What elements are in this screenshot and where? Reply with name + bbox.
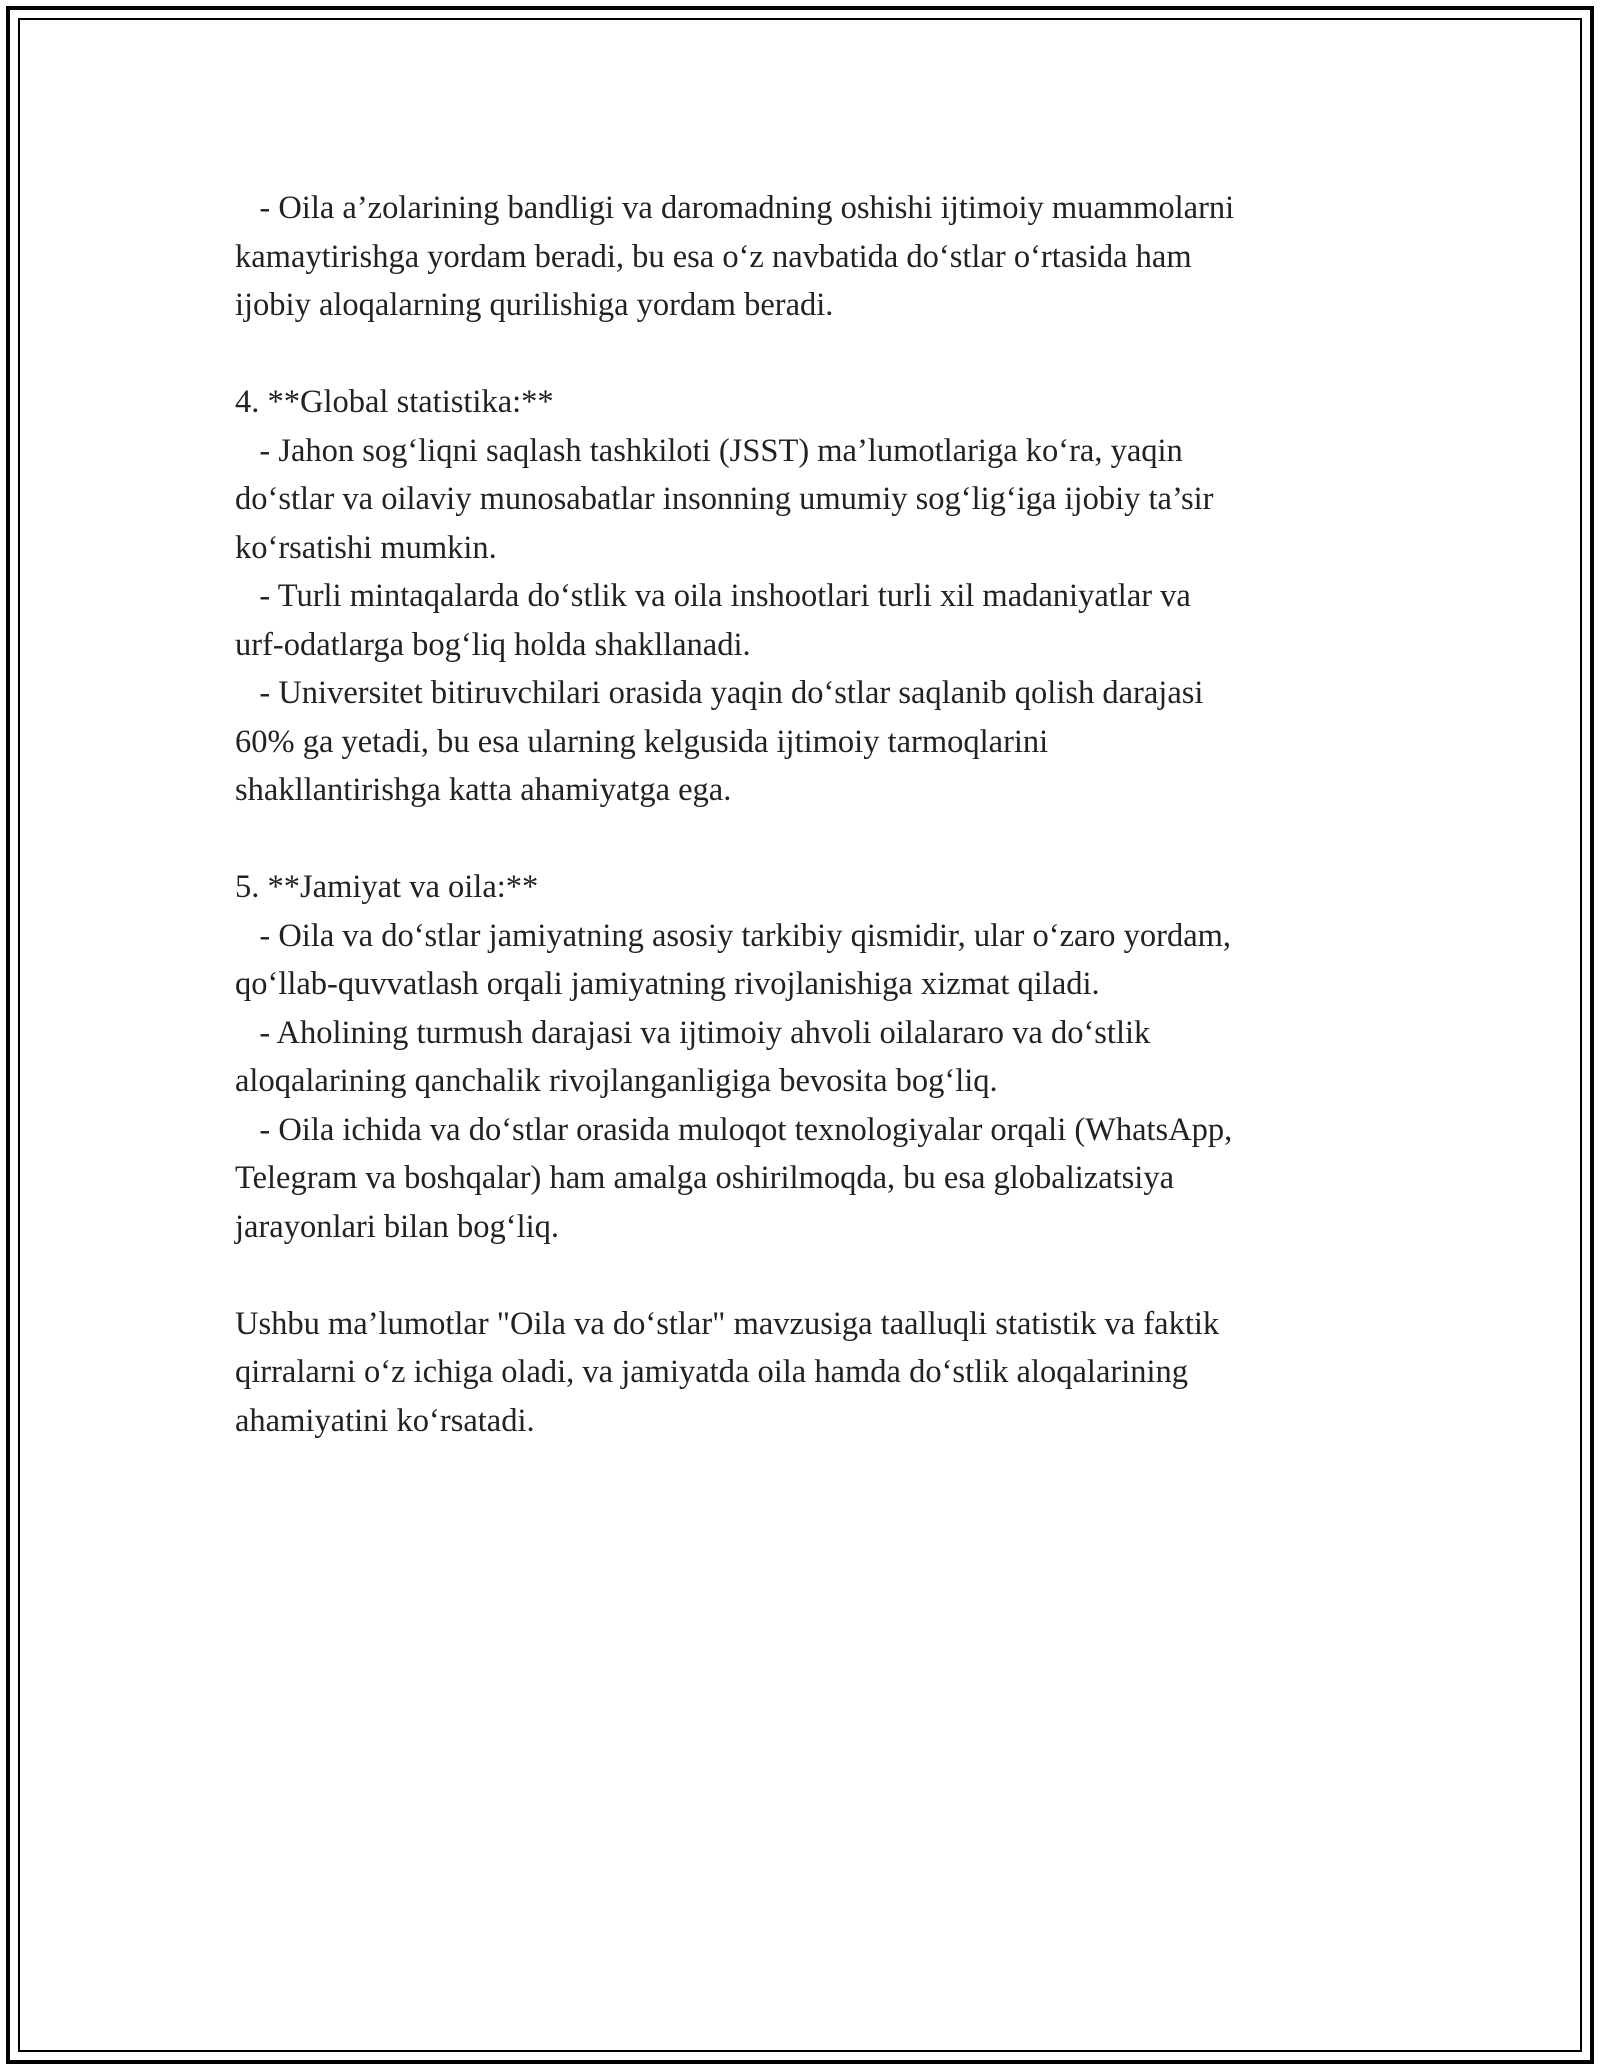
paragraph-spacer xyxy=(235,815,1385,864)
text-line: - Oila va do‘stlar jamiyatning asosiy tarkibiy qismidir, ular o‘zaro yordam, xyxy=(235,917,1232,954)
text-line: ahamiyatini ko‘rsatadi. xyxy=(235,1402,535,1439)
paragraph-conclusion xyxy=(235,1300,1385,1446)
paragraph-spacer xyxy=(235,1251,1385,1300)
paragraph-employment xyxy=(235,184,1385,330)
section-society-family xyxy=(235,863,1385,1251)
text-line: - Jahon sog‘liqni saqlash tashkiloti (JSST) ma’lumotlariga ko‘ra, yaqin xyxy=(235,432,1183,469)
section-heading: 4. **Global statistika:** xyxy=(235,384,554,420)
paragraph-spacer xyxy=(235,330,1385,379)
text-line: - Aholining turmush darajasi va ijtimoiy ahvoli oilalararo va do‘stlik xyxy=(235,1014,1151,1051)
text-line: - Oila ichida va do‘stlar orasida muloqot texnologiyalar orqali (WhatsApp, xyxy=(235,1111,1233,1148)
section-global-statistics xyxy=(235,378,1385,815)
text-line: kamaytirishga yordam beradi, bu esa o‘z navbatida do‘stlar o‘rtasida ham xyxy=(235,238,1192,275)
text-line: shakllantirishga katta ahamiyatga ega. xyxy=(235,772,732,808)
text-line: qirralarni o‘z ichiga oladi, va jamiyatda oila hamda do‘stlik aloqalarining xyxy=(235,1354,1189,1390)
text-line: - Universitet bitiruvchilari orasida yaqin do‘stlar saqlanib qolish darajasi xyxy=(235,675,1204,711)
text-line: - Turli mintaqalarda do‘stlik va oila inshootlari turli xil madaniyatlar va xyxy=(235,578,1191,614)
text-line: - Oila a’zolarining bandligi va daromadning oshishi ijtimoiy muammolarni xyxy=(235,190,1235,226)
text-line: Telegram va boshqalar) ham amalga oshirilmoqda, bu esa globalizatsiya xyxy=(235,1160,1175,1196)
section-heading: 5. **Jamiyat va oila:** xyxy=(235,869,539,905)
text-line: qo‘llab-quvvatlash orqali jamiyatning rivojlanishiga xizmat qiladi. xyxy=(235,966,1100,1002)
text-line: do‘stlar va oilaviy munosabatlar insonning umumiy sog‘lig‘iga ijobiy ta’sir xyxy=(235,481,1214,517)
text-line: 60% ga yetadi, bu esa ularning kelgusida ijtimoiy tarmoqlarini xyxy=(235,723,1049,760)
text-line: ijobiy aloqalarning qurilishiga yordam beradi. xyxy=(235,287,834,323)
text-line: jarayonlari bilan bog‘liq. xyxy=(235,1208,560,1245)
text-line: aloqalarining qanchalik rivojlanganligiga bevosita bog‘liq. xyxy=(235,1063,998,1099)
text-line: ko‘rsatishi mumkin. xyxy=(235,529,497,566)
text-line: urf-odatlarga bog‘liq holda shakllanadi. xyxy=(235,626,751,663)
text-line: Ushbu ma’lumotlar "Oila va do‘stlar" mavzusiga taalluqli statistik va faktik xyxy=(235,1305,1220,1342)
document-body xyxy=(235,184,1385,1445)
